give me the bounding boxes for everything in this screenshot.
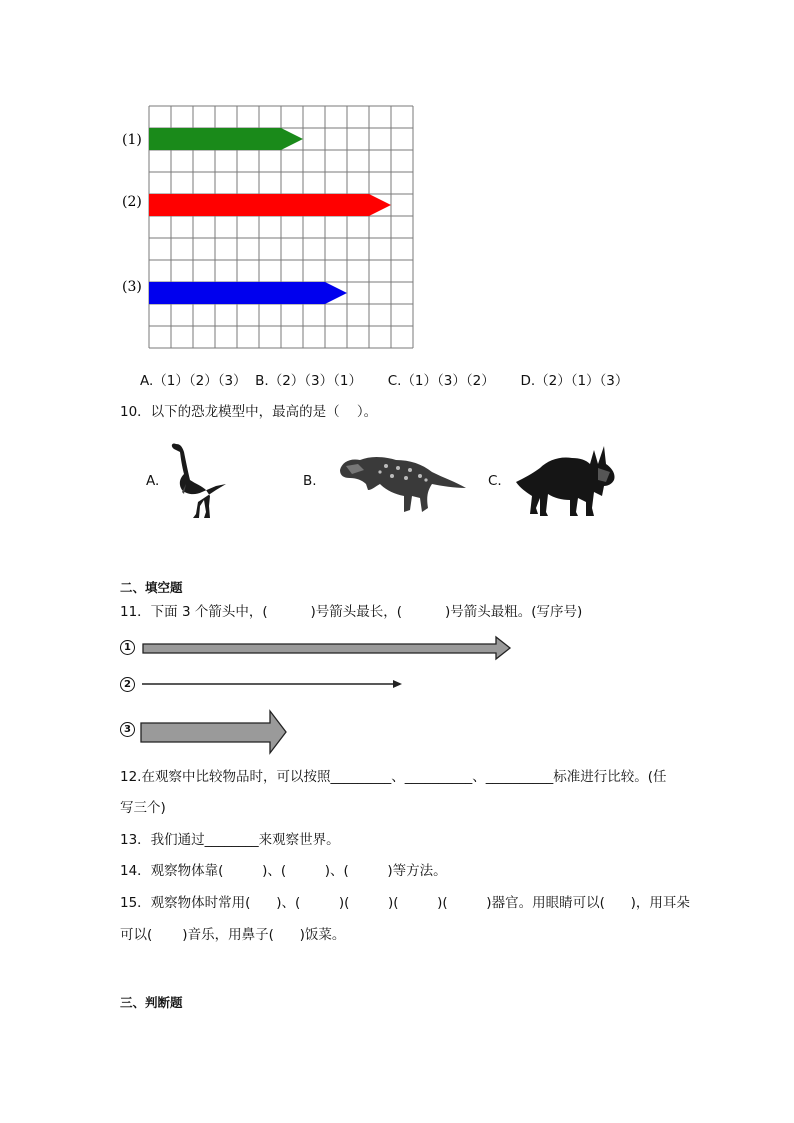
- colored-arrows: [149, 128, 391, 304]
- q12-line-1: 12.在观察中比较物品时，可以按照_________、__________、__________标准进行比较。(任: [120, 769, 667, 785]
- thin-arrow-2: [140, 676, 404, 692]
- q10-option-b-label: B.: [303, 473, 317, 489]
- long-neck-dinosaur-icon: [166, 440, 228, 520]
- colored-arrow-3: [149, 282, 347, 304]
- gray-arrow-3: [138, 708, 290, 756]
- q10-question: 10．以下的恐龙模型中，最高的是（ ）。: [120, 404, 378, 420]
- arrow-3-number: 3: [120, 722, 135, 737]
- section-3-title: 三、判断题: [120, 995, 183, 1010]
- q10-option-a-label: A.: [146, 473, 160, 489]
- colored-arrow-2: [149, 194, 391, 216]
- section-2-title: 二、填空题: [120, 580, 183, 595]
- q15-line-2: 可以( )音乐，用鼻子( )饭菜。: [120, 927, 346, 943]
- arrow-grid-figure: [118, 100, 418, 362]
- colored-arrow-1: [149, 128, 303, 150]
- arrow-label-2: (2): [122, 194, 142, 210]
- q13-text: 13．我们通过________来观察世界。: [120, 832, 340, 848]
- q9-options: A.（1）（2）（3） B.（2）（3）（1） C.（1）（3）（2） D.（2）（1）（3）: [140, 373, 629, 389]
- q12-line-2: 写三个): [120, 800, 166, 816]
- arrow-2-number: 2: [120, 677, 135, 692]
- arrow-label-1: (1): [122, 132, 142, 148]
- gray-arrow-1: [140, 634, 514, 664]
- triceratops-icon: [514, 438, 618, 520]
- arrow-label-3: (3): [122, 279, 142, 295]
- q14-text: 14．观察物体靠( )、( )、( )等方法。: [120, 863, 447, 879]
- q10-option-c-label: C.: [488, 473, 502, 489]
- arrow-labels: [122, 132, 142, 295]
- q11-question: 11．下面 3 个箭头中，( )号箭头最长，( )号箭头最粗。(写序号): [120, 604, 583, 620]
- arrow-1-number: 1: [120, 640, 135, 655]
- q15-line-1: 15．观察物体时常用( )、( )( )( )( )器官。用眼睛可以( )，用耳朵: [120, 895, 690, 911]
- raptor-dinosaur-icon: [336, 450, 468, 516]
